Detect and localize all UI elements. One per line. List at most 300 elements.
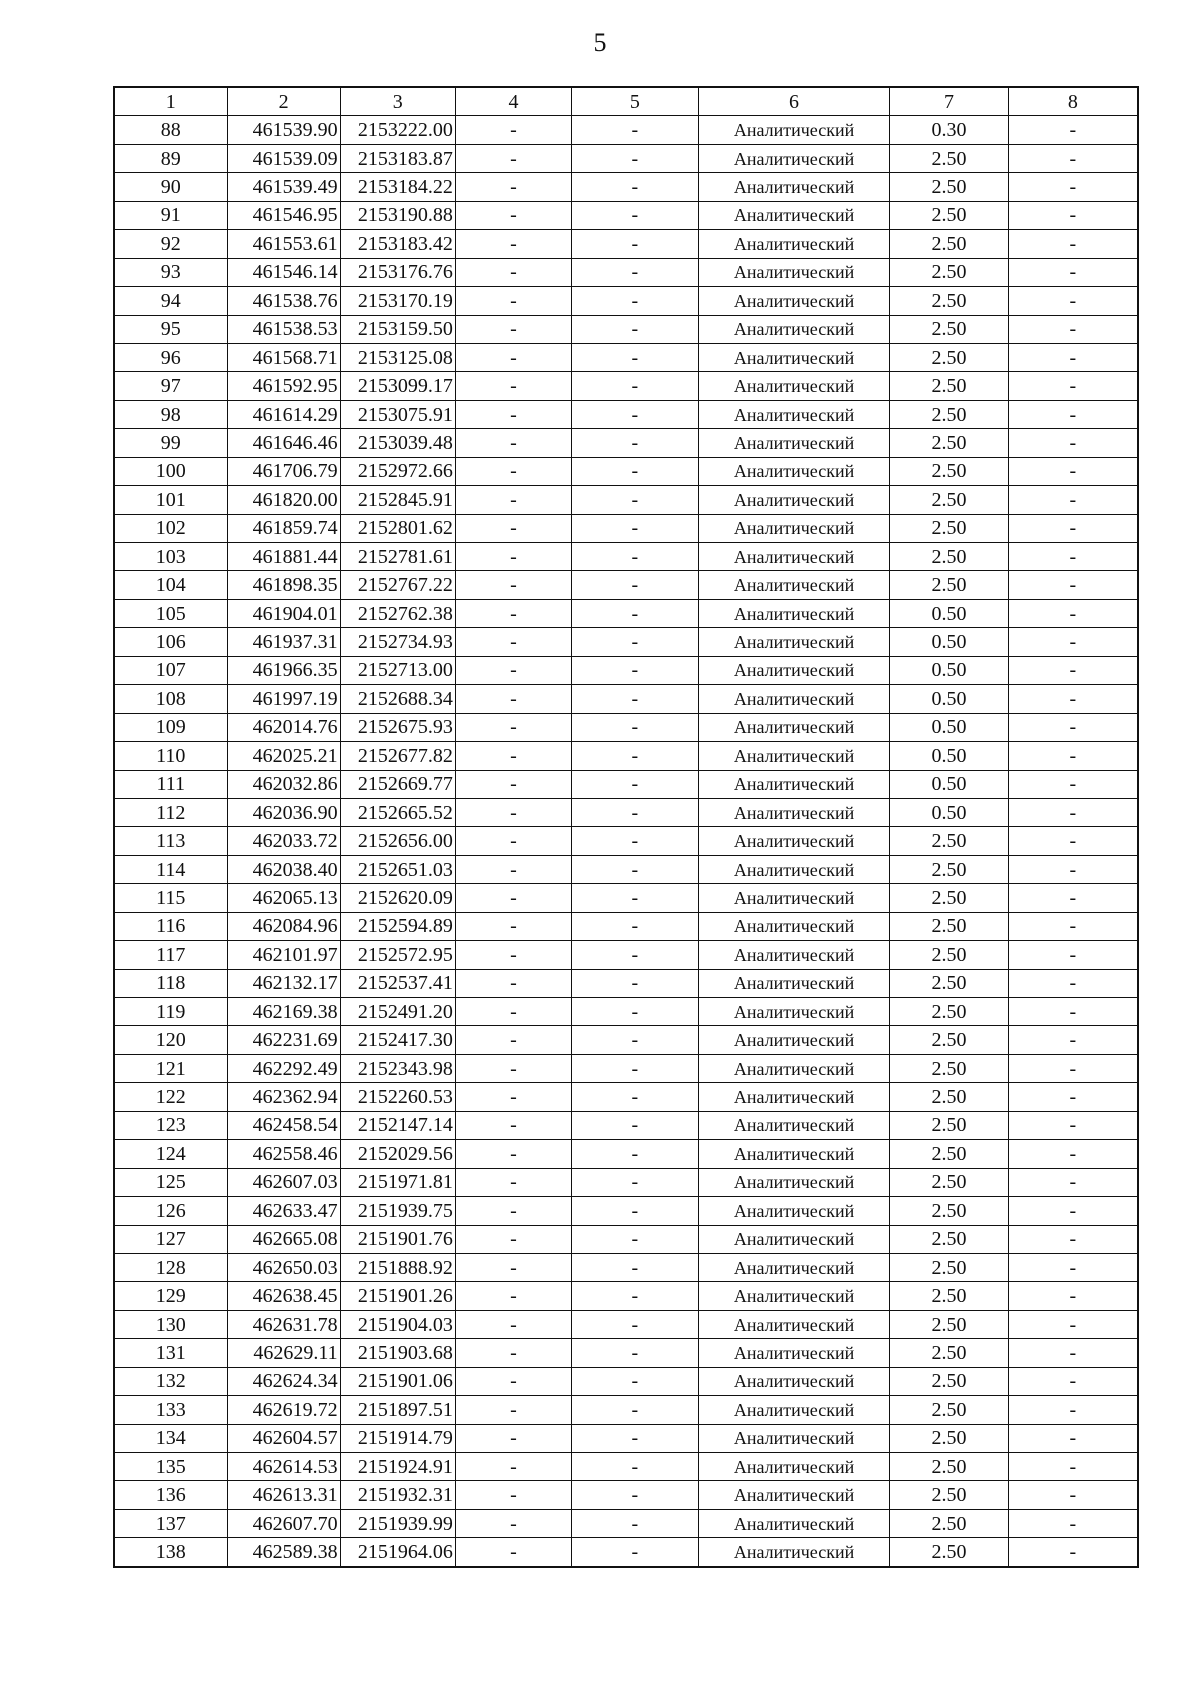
method-cell: Аналитический <box>698 457 890 485</box>
column-8-cell: - <box>1008 116 1138 144</box>
y-coordinate-cell: 2153222.00 <box>340 116 455 144</box>
column-5-cell: - <box>572 713 699 741</box>
table-row <box>114 1225 1138 1253</box>
method-cell: Аналитический <box>698 514 890 542</box>
accuracy-cell: 2.50 <box>890 457 1008 485</box>
column-4-cell: - <box>455 1282 571 1310</box>
accuracy-cell: 2.50 <box>890 1111 1008 1139</box>
column-8-cell: - <box>1008 628 1138 656</box>
table-row <box>114 1054 1138 1082</box>
x-coordinate-cell: 462101.97 <box>227 941 340 969</box>
column-header: 4 <box>455 87 571 116</box>
column-8-cell: - <box>1008 998 1138 1026</box>
column-4-cell: - <box>455 571 571 599</box>
x-coordinate-cell: 461820.00 <box>227 486 340 514</box>
point-number-cell: 97 <box>114 372 227 400</box>
method-cell: Аналитический <box>698 201 890 229</box>
column-5-cell: - <box>572 912 699 940</box>
table-row <box>114 457 1138 485</box>
y-coordinate-cell: 2152620.09 <box>340 884 455 912</box>
method-cell: Аналитический <box>698 372 890 400</box>
method-cell: Аналитический <box>698 628 890 656</box>
x-coordinate-cell: 462132.17 <box>227 969 340 997</box>
point-number-cell: 101 <box>114 486 227 514</box>
table-row <box>114 372 1138 400</box>
y-coordinate-cell: 2151901.06 <box>340 1367 455 1395</box>
x-coordinate-cell: 462624.34 <box>227 1367 340 1395</box>
point-number-cell: 124 <box>114 1140 227 1168</box>
y-coordinate-cell: 2153039.48 <box>340 429 455 457</box>
column-8-cell: - <box>1008 571 1138 599</box>
column-4-cell: - <box>455 1111 571 1139</box>
column-5-cell: - <box>572 543 699 571</box>
table-row <box>114 1253 1138 1281</box>
column-8-cell: - <box>1008 1054 1138 1082</box>
accuracy-cell: 2.50 <box>890 486 1008 514</box>
table-row <box>114 656 1138 684</box>
x-coordinate-cell: 461546.95 <box>227 201 340 229</box>
x-coordinate-cell: 462633.47 <box>227 1197 340 1225</box>
point-number-cell: 110 <box>114 742 227 770</box>
y-coordinate-cell: 2152972.66 <box>340 457 455 485</box>
point-number-cell: 125 <box>114 1168 227 1196</box>
table-row <box>114 1111 1138 1139</box>
table-row <box>114 599 1138 627</box>
x-coordinate-cell: 461539.49 <box>227 173 340 201</box>
table-row <box>114 969 1138 997</box>
point-number-cell: 111 <box>114 770 227 798</box>
column-5-cell: - <box>572 486 699 514</box>
point-number-cell: 135 <box>114 1453 227 1481</box>
method-cell: Аналитический <box>698 1026 890 1054</box>
column-5-cell: - <box>572 1140 699 1168</box>
y-coordinate-cell: 2152572.95 <box>340 941 455 969</box>
accuracy-cell: 2.50 <box>890 287 1008 315</box>
column-5-cell: - <box>572 998 699 1026</box>
method-cell: Аналитический <box>698 1083 890 1111</box>
method-cell: Аналитический <box>698 1396 890 1424</box>
column-8-cell: - <box>1008 713 1138 741</box>
table-row <box>114 1367 1138 1395</box>
method-cell: Аналитический <box>698 1197 890 1225</box>
accuracy-cell: 2.50 <box>890 1140 1008 1168</box>
accuracy-cell: 2.50 <box>890 144 1008 172</box>
x-coordinate-cell: 462607.70 <box>227 1509 340 1537</box>
method-cell: Аналитический <box>698 173 890 201</box>
point-number-cell: 128 <box>114 1253 227 1281</box>
column-5-cell: - <box>572 1424 699 1452</box>
y-coordinate-cell: 2152417.30 <box>340 1026 455 1054</box>
table-row <box>114 315 1138 343</box>
column-5-cell: - <box>572 628 699 656</box>
point-number-cell: 133 <box>114 1396 227 1424</box>
column-5-cell: - <box>572 1026 699 1054</box>
accuracy-cell: 2.50 <box>890 429 1008 457</box>
accuracy-cell: 2.50 <box>890 400 1008 428</box>
point-number-cell: 129 <box>114 1282 227 1310</box>
method-cell: Аналитический <box>698 1140 890 1168</box>
point-number-cell: 130 <box>114 1310 227 1338</box>
accuracy-cell: 2.50 <box>890 941 1008 969</box>
x-coordinate-cell: 462558.46 <box>227 1140 340 1168</box>
y-coordinate-cell: 2151939.75 <box>340 1197 455 1225</box>
column-5-cell: - <box>572 1481 699 1509</box>
column-8-cell: - <box>1008 486 1138 514</box>
column-8-cell: - <box>1008 770 1138 798</box>
column-4-cell: - <box>455 1140 571 1168</box>
column-8-cell: - <box>1008 1111 1138 1139</box>
x-coordinate-cell: 462231.69 <box>227 1026 340 1054</box>
column-header: 1 <box>114 87 227 116</box>
y-coordinate-cell: 2153190.88 <box>340 201 455 229</box>
x-coordinate-cell: 461553.61 <box>227 230 340 258</box>
column-5-cell: - <box>572 429 699 457</box>
point-number-cell: 137 <box>114 1509 227 1537</box>
column-8-cell: - <box>1008 1310 1138 1338</box>
accuracy-cell: 2.50 <box>890 230 1008 258</box>
table-row <box>114 571 1138 599</box>
y-coordinate-cell: 2152801.62 <box>340 514 455 542</box>
column-5-cell: - <box>572 457 699 485</box>
table-header-row <box>114 87 1138 116</box>
column-5-cell: - <box>572 144 699 172</box>
column-5-cell: - <box>572 656 699 684</box>
method-cell: Аналитический <box>698 1253 890 1281</box>
accuracy-cell: 2.50 <box>890 1225 1008 1253</box>
column-5-cell: - <box>572 343 699 371</box>
point-number-cell: 126 <box>114 1197 227 1225</box>
y-coordinate-cell: 2153170.19 <box>340 287 455 315</box>
column-5-cell: - <box>572 770 699 798</box>
y-coordinate-cell: 2152845.91 <box>340 486 455 514</box>
y-coordinate-cell: 2151924.91 <box>340 1453 455 1481</box>
method-cell: Аналитический <box>698 116 890 144</box>
x-coordinate-cell: 462650.03 <box>227 1253 340 1281</box>
table-row <box>114 912 1138 940</box>
column-5-cell: - <box>572 287 699 315</box>
method-cell: Аналитический <box>698 713 890 741</box>
method-cell: Аналитический <box>698 656 890 684</box>
table-row <box>114 230 1138 258</box>
x-coordinate-cell: 461997.19 <box>227 685 340 713</box>
table-row <box>114 998 1138 1026</box>
column-5-cell: - <box>572 1197 699 1225</box>
point-number-cell: 106 <box>114 628 227 656</box>
accuracy-cell: 2.50 <box>890 1083 1008 1111</box>
point-number-cell: 89 <box>114 144 227 172</box>
point-number-cell: 112 <box>114 798 227 826</box>
y-coordinate-cell: 2152713.00 <box>340 656 455 684</box>
column-4-cell: - <box>455 116 571 144</box>
column-8-cell: - <box>1008 941 1138 969</box>
column-8-cell: - <box>1008 912 1138 940</box>
column-4-cell: - <box>455 656 571 684</box>
column-4-cell: - <box>455 685 571 713</box>
accuracy-cell: 0.50 <box>890 599 1008 627</box>
point-number-cell: 108 <box>114 685 227 713</box>
method-cell: Аналитический <box>698 429 890 457</box>
column-8-cell: - <box>1008 1481 1138 1509</box>
column-4-cell: - <box>455 855 571 883</box>
table-row <box>114 1168 1138 1196</box>
column-8-cell: - <box>1008 173 1138 201</box>
point-number-cell: 114 <box>114 855 227 883</box>
column-4-cell: - <box>455 628 571 656</box>
column-5-cell: - <box>572 1168 699 1196</box>
point-number-cell: 90 <box>114 173 227 201</box>
table-row <box>114 1481 1138 1509</box>
x-coordinate-cell: 462589.38 <box>227 1538 340 1567</box>
y-coordinate-cell: 2151901.26 <box>340 1282 455 1310</box>
x-coordinate-cell: 461614.29 <box>227 400 340 428</box>
column-8-cell: - <box>1008 1197 1138 1225</box>
table-row <box>114 770 1138 798</box>
method-cell: Аналитический <box>698 855 890 883</box>
table-row <box>114 1453 1138 1481</box>
y-coordinate-cell: 2153099.17 <box>340 372 455 400</box>
column-8-cell: - <box>1008 400 1138 428</box>
table-row <box>114 116 1138 144</box>
column-4-cell: - <box>455 1168 571 1196</box>
table-row <box>114 1140 1138 1168</box>
method-cell: Аналитический <box>698 1225 890 1253</box>
point-number-cell: 100 <box>114 457 227 485</box>
y-coordinate-cell: 2152029.56 <box>340 1140 455 1168</box>
column-8-cell: - <box>1008 855 1138 883</box>
column-4-cell: - <box>455 1225 571 1253</box>
column-8-cell: - <box>1008 798 1138 826</box>
column-4-cell: - <box>455 514 571 542</box>
y-coordinate-cell: 2151914.79 <box>340 1424 455 1452</box>
column-4-cell: - <box>455 429 571 457</box>
column-5-cell: - <box>572 1310 699 1338</box>
column-4-cell: - <box>455 372 571 400</box>
accuracy-cell: 2.50 <box>890 1396 1008 1424</box>
column-4-cell: - <box>455 1339 571 1367</box>
column-5-cell: - <box>572 941 699 969</box>
point-number-cell: 94 <box>114 287 227 315</box>
accuracy-cell: 0.50 <box>890 798 1008 826</box>
x-coordinate-cell: 461937.31 <box>227 628 340 656</box>
point-number-cell: 123 <box>114 1111 227 1139</box>
column-4-cell: - <box>455 1509 571 1537</box>
column-5-cell: - <box>572 173 699 201</box>
method-cell: Аналитический <box>698 1509 890 1537</box>
point-number-cell: 88 <box>114 116 227 144</box>
column-header: 8 <box>1008 87 1138 116</box>
table-row <box>114 1197 1138 1225</box>
x-coordinate-cell: 461904.01 <box>227 599 340 627</box>
method-cell: Аналитический <box>698 315 890 343</box>
column-8-cell: - <box>1008 1168 1138 1196</box>
accuracy-cell: 0.50 <box>890 713 1008 741</box>
column-8-cell: - <box>1008 742 1138 770</box>
method-cell: Аналитический <box>698 1367 890 1395</box>
column-header: 2 <box>227 87 340 116</box>
x-coordinate-cell: 462362.94 <box>227 1083 340 1111</box>
column-5-cell: - <box>572 1225 699 1253</box>
point-number-cell: 121 <box>114 1054 227 1082</box>
table-row <box>114 201 1138 229</box>
accuracy-cell: 2.50 <box>890 315 1008 343</box>
column-5-cell: - <box>572 400 699 428</box>
table-row <box>114 173 1138 201</box>
column-4-cell: - <box>455 315 571 343</box>
y-coordinate-cell: 2152688.34 <box>340 685 455 713</box>
point-number-cell: 119 <box>114 998 227 1026</box>
y-coordinate-cell: 2152675.93 <box>340 713 455 741</box>
accuracy-cell: 2.50 <box>890 1197 1008 1225</box>
table-row <box>114 486 1138 514</box>
point-number-cell: 105 <box>114 599 227 627</box>
page-number: 5 <box>593 28 607 57</box>
y-coordinate-cell: 2152669.77 <box>340 770 455 798</box>
accuracy-cell: 2.50 <box>890 514 1008 542</box>
x-coordinate-cell: 462631.78 <box>227 1310 340 1338</box>
y-coordinate-cell: 2152537.41 <box>340 969 455 997</box>
x-coordinate-cell: 461539.90 <box>227 116 340 144</box>
column-8-cell: - <box>1008 1253 1138 1281</box>
accuracy-cell: 0.50 <box>890 656 1008 684</box>
table-row <box>114 855 1138 883</box>
column-header: 6 <box>698 87 890 116</box>
method-cell: Аналитический <box>698 486 890 514</box>
table-row <box>114 1396 1138 1424</box>
table-row <box>114 884 1138 912</box>
column-4-cell: - <box>455 287 571 315</box>
x-coordinate-cell: 462619.72 <box>227 1396 340 1424</box>
column-8-cell: - <box>1008 1083 1138 1111</box>
column-5-cell: - <box>572 258 699 286</box>
table-row <box>114 1339 1138 1367</box>
column-5-cell: - <box>572 1111 699 1139</box>
point-number-cell: 92 <box>114 230 227 258</box>
accuracy-cell: 0.50 <box>890 685 1008 713</box>
x-coordinate-cell: 462014.76 <box>227 713 340 741</box>
y-coordinate-cell: 2152260.53 <box>340 1083 455 1111</box>
x-coordinate-cell: 462292.49 <box>227 1054 340 1082</box>
method-cell: Аналитический <box>698 1481 890 1509</box>
point-number-cell: 103 <box>114 543 227 571</box>
column-5-cell: - <box>572 1538 699 1567</box>
point-number-cell: 116 <box>114 912 227 940</box>
column-4-cell: - <box>455 884 571 912</box>
column-5-cell: - <box>572 1367 699 1395</box>
method-cell: Аналитический <box>698 343 890 371</box>
column-8-cell: - <box>1008 144 1138 172</box>
x-coordinate-cell: 462036.90 <box>227 798 340 826</box>
x-coordinate-cell: 462084.96 <box>227 912 340 940</box>
column-8-cell: - <box>1008 372 1138 400</box>
y-coordinate-cell: 2151939.99 <box>340 1509 455 1537</box>
point-number-cell: 102 <box>114 514 227 542</box>
y-coordinate-cell: 2152665.52 <box>340 798 455 826</box>
y-coordinate-cell: 2153176.76 <box>340 258 455 286</box>
method-cell: Аналитический <box>698 770 890 798</box>
y-coordinate-cell: 2153184.22 <box>340 173 455 201</box>
table-row <box>114 798 1138 826</box>
table-row <box>114 1538 1138 1567</box>
accuracy-cell: 2.50 <box>890 998 1008 1026</box>
point-number-cell: 107 <box>114 656 227 684</box>
table-row <box>114 1310 1138 1338</box>
accuracy-cell: 2.50 <box>890 1026 1008 1054</box>
table-row <box>114 400 1138 428</box>
x-coordinate-cell: 462458.54 <box>227 1111 340 1139</box>
table-row <box>114 1509 1138 1537</box>
y-coordinate-cell: 2151901.76 <box>340 1225 455 1253</box>
method-cell: Аналитический <box>698 258 890 286</box>
column-4-cell: - <box>455 742 571 770</box>
column-5-cell: - <box>572 884 699 912</box>
column-5-cell: - <box>572 1253 699 1281</box>
point-number-cell: 136 <box>114 1481 227 1509</box>
x-coordinate-cell: 462614.53 <box>227 1453 340 1481</box>
accuracy-cell: 2.50 <box>890 1310 1008 1338</box>
table-row <box>114 1026 1138 1054</box>
method-cell: Аналитический <box>698 798 890 826</box>
point-number-cell: 96 <box>114 343 227 371</box>
method-cell: Аналитический <box>698 969 890 997</box>
accuracy-cell: 0.50 <box>890 628 1008 656</box>
table-row <box>114 429 1138 457</box>
y-coordinate-cell: 2151964.06 <box>340 1538 455 1567</box>
column-4-cell: - <box>455 1367 571 1395</box>
method-cell: Аналитический <box>698 742 890 770</box>
column-4-cell: - <box>455 1026 571 1054</box>
accuracy-cell: 2.50 <box>890 1282 1008 1310</box>
column-5-cell: - <box>572 372 699 400</box>
y-coordinate-cell: 2152656.00 <box>340 827 455 855</box>
x-coordinate-cell: 462033.72 <box>227 827 340 855</box>
column-4-cell: - <box>455 457 571 485</box>
x-coordinate-cell: 461859.74 <box>227 514 340 542</box>
point-number-cell: 120 <box>114 1026 227 1054</box>
table-row <box>114 713 1138 741</box>
method-cell: Аналитический <box>698 1282 890 1310</box>
column-4-cell: - <box>455 770 571 798</box>
x-coordinate-cell: 462629.11 <box>227 1339 340 1367</box>
column-5-cell: - <box>572 1083 699 1111</box>
y-coordinate-cell: 2151932.31 <box>340 1481 455 1509</box>
method-cell: Аналитический <box>698 1054 890 1082</box>
x-coordinate-cell: 461568.71 <box>227 343 340 371</box>
column-5-cell: - <box>572 315 699 343</box>
x-coordinate-cell: 462638.45 <box>227 1282 340 1310</box>
column-4-cell: - <box>455 969 571 997</box>
y-coordinate-cell: 2152594.89 <box>340 912 455 940</box>
table-row <box>114 543 1138 571</box>
x-coordinate-cell: 462025.21 <box>227 742 340 770</box>
column-4-cell: - <box>455 201 571 229</box>
column-header: 3 <box>340 87 455 116</box>
accuracy-cell: 2.50 <box>890 1339 1008 1367</box>
column-8-cell: - <box>1008 1225 1138 1253</box>
accuracy-cell: 2.50 <box>890 543 1008 571</box>
column-5-cell: - <box>572 1396 699 1424</box>
x-coordinate-cell: 461966.35 <box>227 656 340 684</box>
x-coordinate-cell: 461538.76 <box>227 287 340 315</box>
column-8-cell: - <box>1008 1026 1138 1054</box>
method-cell: Аналитический <box>698 1424 890 1452</box>
y-coordinate-cell: 2151888.92 <box>340 1253 455 1281</box>
column-5-cell: - <box>572 230 699 258</box>
accuracy-cell: 2.50 <box>890 1367 1008 1395</box>
column-8-cell: - <box>1008 429 1138 457</box>
column-5-cell: - <box>572 514 699 542</box>
column-4-cell: - <box>455 1481 571 1509</box>
y-coordinate-cell: 2153159.50 <box>340 315 455 343</box>
